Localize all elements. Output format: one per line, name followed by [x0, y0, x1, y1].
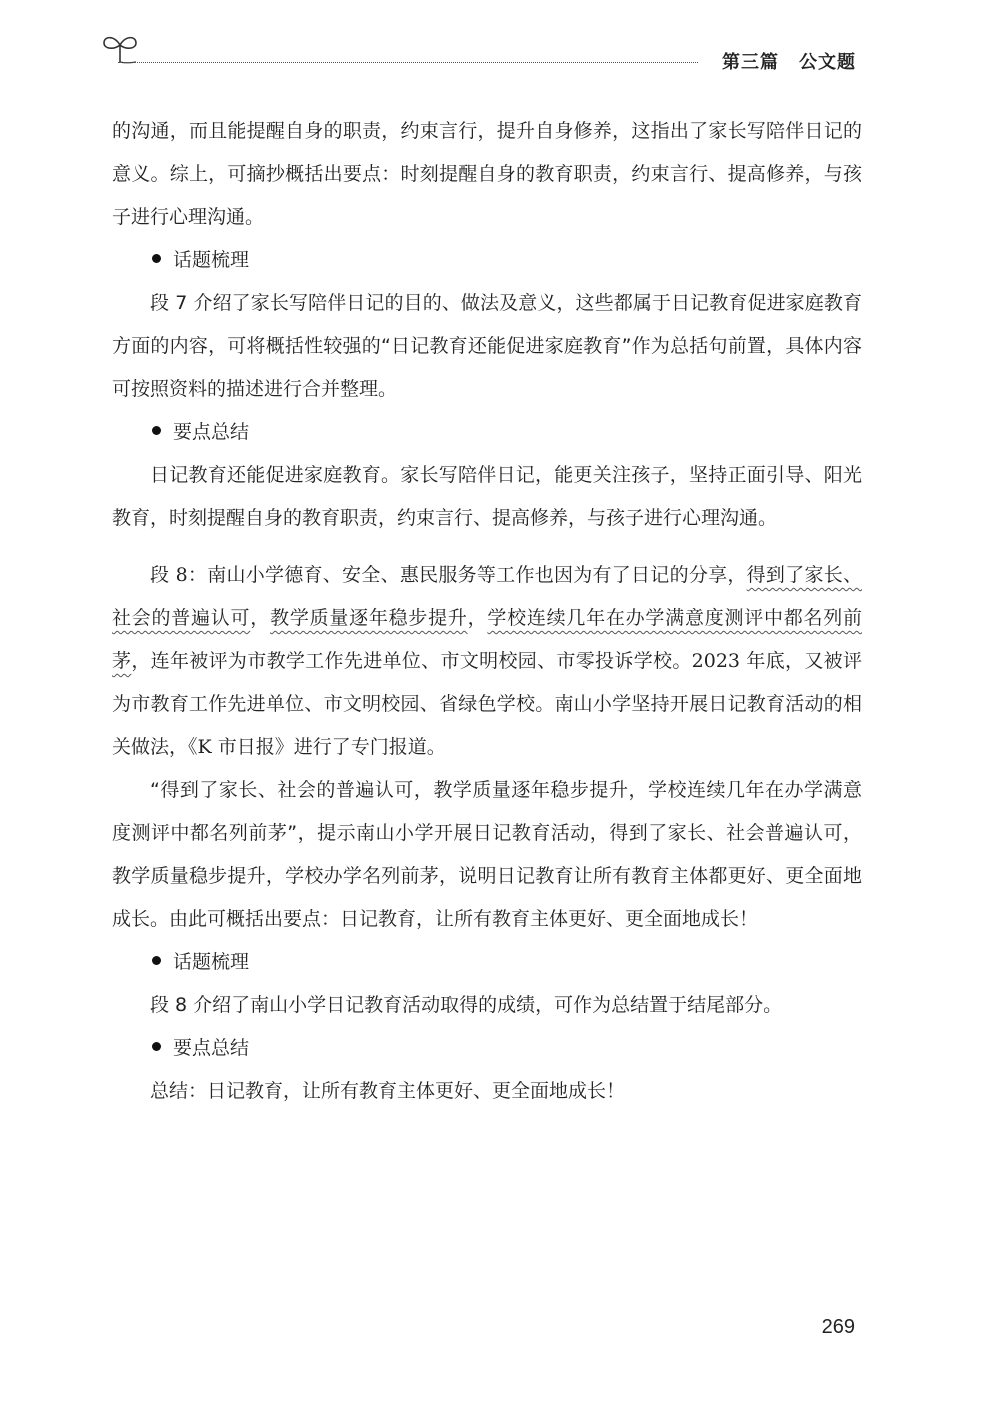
header-title: [702, 48, 856, 74]
paragraph-7-continued: 的沟通，而且能提醒自身的职责，约束言行，提升自身修养，这指出了家长写陪伴日记的意义。综上，可摘抄概括出要点：时刻提醒自身的教育职责，约束言行、提高修养，与孩子进行心理沟通。: [112, 120, 862, 228]
wavy-underlined-phrase: 得到了家长、社会的普遍认可: [112, 564, 862, 629]
wavy-underlined-phrase: 学校连续几年在办学满意度测评中都名列前茅: [112, 607, 862, 672]
summary-text-7: 日记教育还能促进家庭教育。家长写陪伴日记，能更关注孩子，坚持正面引导、阳光教育，时刻提醒自身的教育职责，约束言行、提高修养，与孩子进行心理沟通。: [112, 464, 862, 529]
topic-text-7: 段 7 介绍了家长写陪伴日记的目的、做法及意义，这些都属于日记教育促进家庭教育方面的内容，可将概括性较强的“日记教育还能促进家庭教育”作为总括句前置，具体内容可按照资料的描述进行合并整理。: [112, 292, 862, 400]
source-paragraph-8: [112, 554, 862, 769]
header-rule: [118, 62, 698, 63]
page-body: [112, 110, 862, 1113]
sprout-icon: [100, 32, 140, 66]
header-section-title: 公文题: [799, 52, 856, 73]
bullet-dot-icon: [152, 956, 161, 965]
bullet-heading-topic-7: [112, 239, 862, 282]
para8-rest: ，连年被评为市教学工作先进单位、市文明校园、市零投诉学校。2023 年底，又被评为市教育工作先进单位、市文明校园、省绿色学校。南山小学坚持开展日记教育活动的相关做法，《K 市日报》进行了专门报道。: [112, 650, 862, 758]
running-header: [100, 32, 860, 76]
para8-sep: ，: [250, 607, 271, 629]
bullet-dot-icon: [152, 1042, 161, 1051]
para8-sep: ，: [467, 607, 488, 629]
bullet-heading-topic-8: [112, 941, 862, 984]
summary-text-8: 总结：日记教育，让所有教育主体更好、更全面地成长！: [150, 1080, 626, 1102]
bullet-heading-label: 话题梳理: [173, 249, 250, 271]
bullet-heading-label: 话题梳理: [173, 951, 250, 973]
bullet-dot-icon: [152, 254, 161, 263]
bullet-heading-label: 要点总结: [173, 421, 250, 443]
wavy-underlined-phrase: 教学质量逐年稳步提升: [270, 607, 468, 629]
topic-text-8: 段 8 介绍了南山小学日记教育活动取得的成绩，可作为总结置于结尾部分。: [150, 994, 783, 1016]
bullet-heading-summary-7: [112, 411, 862, 454]
page-number: 269: [821, 1316, 855, 1338]
bullet-heading-summary-8: [112, 1027, 862, 1070]
bullet-dot-icon: [152, 426, 161, 435]
bullet-heading-label: 要点总结: [173, 1037, 250, 1059]
header-part: 第三篇: [722, 52, 779, 73]
analysis-text-8: “得到了家长、社会的普遍认可，教学质量逐年稳步提升，学校连续几年在办学满意度测评中都名列前茅”，提示南山小学开展日记教育活动，得到了家长、社会普遍认可，教学质量稳步提升，学校办学名列前茅，说明日记教育让所有教育主体都更好、更全面地成长。由此可概括出要点：日记教育，让所有教育主体更好、更全面地成长！: [112, 779, 862, 930]
para8-lead: 段 8：南山小学德育、安全、惠民服务等工作也因为有了日记的分享，: [150, 564, 747, 586]
